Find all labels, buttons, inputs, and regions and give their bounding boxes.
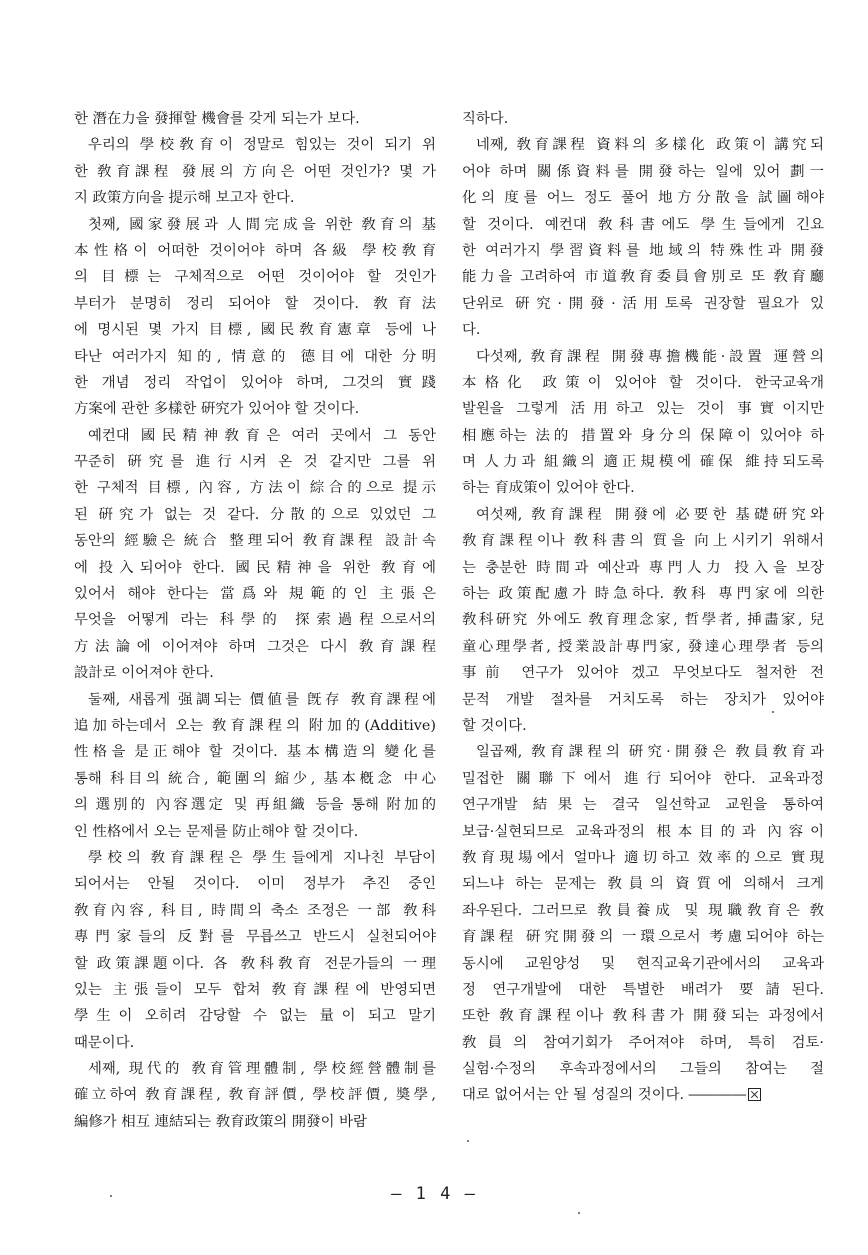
text-line-content: 통해 科目의 統合, 範圍의 縮少, 基本槪念 中心	[74, 770, 436, 787]
text-line-content: 있는 主張들이 모두 합쳐 敎育課程에 반영되면	[74, 981, 436, 998]
text-line	[74, 660, 436, 686]
text-line	[462, 845, 824, 871]
text-line	[462, 238, 824, 264]
text-line	[462, 1003, 824, 1029]
text-line-content: 있어서 해야 한다는 當爲와 規範的인 主張은	[74, 586, 436, 603]
text-line	[462, 660, 824, 686]
text-line	[462, 924, 824, 950]
text-line	[462, 1056, 824, 1082]
text-line	[74, 212, 436, 238]
text-line-content: 실험·수정의 후속과정에서의 그들의 참여는 절	[462, 1061, 824, 1078]
text-line	[74, 396, 436, 422]
text-line-content: 또한 敎育課程이나 敎科書가 開發되는 과정에서	[462, 1008, 824, 1025]
text-line-content: 本格化 政策이 있어야 할 것이다. 한국교육개	[462, 374, 824, 391]
text-line	[74, 106, 436, 132]
text-line-content: 相應하는 法的 措置와 身分의 保障이 있어야 하	[462, 427, 824, 444]
text-line	[74, 819, 436, 845]
text-line	[462, 264, 824, 290]
text-line	[462, 449, 824, 475]
text-line-content: 化의 度를 어느 정도 풀어 地方分散을 試圖해야	[462, 190, 824, 207]
text-line	[74, 977, 436, 1003]
text-line-content: 어야 하며 關係資料를 開發하는 일에 있어 劃一	[462, 163, 824, 180]
text-line	[462, 212, 824, 238]
text-line	[74, 502, 436, 528]
text-line-content: 에 投入되어야 한다. 國民精神을 위한 敎育에	[74, 559, 436, 576]
text-line	[462, 792, 824, 818]
text-line-content: 예컨대 國民精神敎育은 여러 곳에서 그 동안	[88, 427, 436, 444]
text-line	[462, 687, 824, 713]
text-line	[462, 317, 824, 343]
text-line-content: 編修가 相互 連結되는 敎育政策의 開發이 바람	[74, 1113, 367, 1130]
text-line-content: 다섯째, 敎育課程 開發專擔機能·設置 運營의	[476, 348, 824, 365]
text-line	[74, 1056, 436, 1082]
text-line-content: 育課程 硏究開發의 一環으로서 考慮되어야 하는	[462, 929, 824, 946]
text-line-content: 인 性格에서 오는 문제를 防止해야 할 것이다.	[74, 823, 359, 840]
text-line	[74, 528, 436, 554]
text-line-content: 보급·실현되므로 교육과정의 根本目的과 內容이	[462, 823, 824, 840]
text-line-content: 부터가 분명히 정리 되어야 할 것이다. 敎育法	[74, 295, 436, 312]
end-mark-icon	[748, 1088, 761, 1101]
text-line	[74, 871, 436, 897]
text-line	[74, 475, 436, 501]
text-line-content: 둘째, 새롭게 强調되는 價値를 旣存 敎育課程에	[88, 691, 436, 708]
scan-speck	[772, 711, 774, 713]
text-line	[462, 871, 824, 897]
page-number: — 1 4 —	[391, 1184, 477, 1204]
text-line	[74, 185, 436, 211]
text-line-content: 한 구체적 目標, 內容, 方法이 綜合的으로 提示	[74, 480, 436, 497]
text-line	[74, 317, 436, 343]
text-line	[74, 1030, 436, 1056]
left-column	[74, 106, 436, 1135]
text-line	[462, 291, 824, 317]
text-line	[462, 555, 824, 581]
text-line-content: 한 敎育課程 發展의 方向은 어떤 것인가? 몇 가	[74, 163, 436, 180]
text-line-content: 좌우된다. 그러므로 敎員養成 및 現職敎育은 敎	[462, 902, 824, 919]
text-line-content: 는 충분한 時間과 예산과 專門人力 投入을 보장	[462, 559, 824, 576]
text-line-content: 敎科硏究 外에도 敎育理念家, 哲學者, 挿畵家, 兒	[462, 612, 824, 629]
text-line-content: 한 여러가지 學習資料를 地域의 特殊性과 開發	[462, 242, 824, 259]
text-line	[462, 1082, 824, 1108]
text-line-content: 우리의 學校敎育이 정말로 힘있는 것이 되기 위	[88, 137, 436, 154]
text-line-content: 한 潛在力을 發揮할 機會를 갖게 되는가 보다.	[74, 111, 360, 127]
text-line	[74, 845, 436, 871]
text-line	[74, 766, 436, 792]
text-line-content: 專門家들의 反對를 무릅쓰고 반드시 실천되어야	[74, 929, 436, 946]
text-line-content: 童心理學者, 授業設計專門家, 發達心理學者 등의	[462, 638, 824, 655]
text-line-content: 여섯째, 敎育課程 開發에 必要한 基礎硏究와	[476, 506, 824, 523]
text-line-content: 能力을 고려하여 市道敎育委員會別로 또 敎育廳	[462, 269, 824, 286]
text-line-content: 性格을 是正해야 할 것이다. 基本構造의 變化를	[74, 744, 436, 761]
text-line-content: 때문이다.	[74, 1034, 135, 1051]
text-line	[462, 344, 824, 370]
text-line	[74, 1003, 436, 1029]
text-line-content: 일곱째, 敎育課程의 硏究·開發은 敎員敎育과	[476, 744, 824, 761]
text-line	[74, 291, 436, 317]
text-line	[462, 370, 824, 396]
text-line-content: 직하다.	[462, 111, 509, 127]
text-line-content: 꾸준히 硏究를 進行시켜 온 것 같지만 그를 위	[74, 454, 436, 471]
text-line-content: 할 것이다. 예컨대 敎科書에도 學生들에게 긴요	[462, 216, 824, 233]
text-line-content: 方法論에 이어져야 하며 그것은 다시 敎育課程	[74, 638, 436, 655]
text-line	[74, 687, 436, 713]
text-line	[462, 528, 824, 554]
text-line-content: 하는 育成策이 있어야 한다.	[462, 480, 635, 497]
text-line-content: 동시에 교원양성 및 현직교육기관에서의 교육과	[462, 955, 824, 972]
text-line	[74, 951, 436, 977]
text-line	[462, 1030, 824, 1056]
text-line	[462, 106, 824, 132]
text-line-content: 연구개발 結果는 결국 일선학교 교원을 통하여	[462, 797, 824, 814]
text-line	[74, 739, 436, 765]
text-line	[74, 581, 436, 607]
text-line-content: 첫째, 國家發展과 人間完成을 위한 敎育의 基	[88, 216, 436, 233]
text-line	[462, 607, 824, 633]
text-line	[74, 1109, 436, 1135]
text-line	[462, 502, 824, 528]
text-line	[462, 951, 824, 977]
text-line	[462, 396, 824, 422]
text-line-content: 設計로 이어져야 한다.	[74, 665, 214, 682]
text-line-content: 단위로 硏究·開發·活用토록 권장할 필요가 있	[462, 295, 824, 312]
text-line	[462, 739, 824, 765]
text-line-content: 되느냐 하는 문제는 敎員의 資質에 의해서 크게	[462, 876, 824, 893]
text-line	[462, 713, 824, 739]
text-line	[74, 449, 436, 475]
text-line-content: 學校의 敎育課程은 學生들에게 지나친 부담이	[88, 849, 436, 866]
text-line	[462, 977, 824, 1003]
text-line	[462, 159, 824, 185]
text-line-content: 確立하여 敎育課程, 敎育評價, 學校評價, 奬學,	[74, 1087, 436, 1104]
text-line-content: 할 政策課題이다. 各 敎科敎育 전문가들의 一理	[74, 955, 436, 972]
scan-speck	[110, 1195, 112, 1197]
text-line-content: 하는 政策配慮가 時急하다. 敎科 專門家에 의한	[462, 586, 824, 603]
text-line-content: 敎員의 참여기회가 주어져야 하며, 특히 검토·	[462, 1034, 824, 1051]
text-line	[74, 713, 436, 739]
text-line	[462, 423, 824, 449]
text-line	[462, 634, 824, 660]
text-line-content: 타난 여러가지 知的, 情意的 德目에 대한 分明	[74, 348, 436, 365]
text-line-content: 정 연구개발에 대한 특별한 배려가 要請된다.	[462, 981, 824, 998]
text-line-content: 의 目標는 구체적으로 어떤 것이어야 할 것인가	[74, 269, 436, 286]
text-line	[462, 475, 824, 501]
text-line	[462, 819, 824, 845]
text-line	[74, 792, 436, 818]
text-line	[74, 159, 436, 185]
text-line	[74, 423, 436, 449]
text-line	[462, 581, 824, 607]
text-line-content: 된 硏究가 없는 것 같다. 分散的으로 있었던 그	[74, 506, 436, 523]
text-line	[462, 766, 824, 792]
text-line	[74, 924, 436, 950]
text-line	[74, 607, 436, 633]
text-line	[74, 634, 436, 660]
text-line-content: 지 政策方向을 提示해 보고자 한다.	[74, 190, 295, 207]
text-line-content: 문적 개발 절차를 거치도록 하는 장치가 있어야	[462, 691, 824, 708]
right-column	[462, 106, 824, 1109]
scan-speck	[467, 1140, 469, 1142]
text-line-content: 方案에 관한 多樣한 硏究가 있어야 할 것이다.	[74, 401, 360, 418]
text-line-content: 네째, 敎育課程 資料의 多樣化 政策이 講究되	[476, 137, 824, 154]
text-line	[462, 185, 824, 211]
text-line-content: 되어서는 안될 것이다. 이미 정부가 추진 중인	[74, 876, 436, 893]
text-line-content: 동안의 經驗은 統合 整理되어 敎育課程 設計속	[74, 533, 436, 550]
text-line-content: 발원을 그렇게 活用하고 있는 것이 事實이지만	[462, 401, 824, 418]
text-line-content: 한 개념 정리 작업이 있어야 하며, 그것의 實踐	[74, 374, 436, 391]
text-line	[462, 132, 824, 158]
text-line	[462, 898, 824, 924]
text-line-content: 學生이 오히려 감당할 수 없는 量이 되고 말기	[74, 1008, 436, 1025]
text-line-content: 할 것이다.	[462, 717, 527, 734]
text-line-content: 敎育內容, 科目, 時間의 축소 조정은 一部 敎科	[74, 902, 436, 919]
text-line-content: 本性格이 어떠한 것이어야 하며 各級 學校敎育	[74, 242, 436, 259]
text-line-content: 의 選別的 內容選定 및 再組織 등을 통해 附加的	[74, 797, 436, 814]
text-line	[74, 264, 436, 290]
text-line-content: 敎育課程이나 敎科書의 質을 向上시키기 위해서	[462, 533, 824, 550]
text-line	[74, 132, 436, 158]
text-line-content: 追加하는데서 오는 敎育課程의 附加的(Additive)	[74, 717, 436, 734]
text-line	[74, 370, 436, 396]
text-line	[74, 555, 436, 581]
text-line-content: 다.	[462, 322, 481, 339]
text-line	[74, 238, 436, 264]
text-line-content: 敎育現場에서 얼마나 適切하고 效率的으로 實現	[462, 849, 824, 866]
text-line-content: 대로 없어서는 안 될 성질의 것이다. ――――	[462, 1087, 747, 1104]
text-line	[74, 1082, 436, 1108]
text-line-content: 며 人力과 組織의 適正規模에 確保 維持되도록	[462, 454, 824, 471]
text-line-content: 무엇을 어떻게 라는 科學的 探索過程으로서의	[74, 612, 436, 629]
text-line-content: 事前 연구가 있어야 겠고 무엇보다도 철저한 전	[462, 665, 824, 682]
scan-speck	[578, 1212, 580, 1214]
text-line	[74, 344, 436, 370]
text-line-content: 밀접한 關聯下에서 進行되어야 한다. 교육과정	[462, 770, 824, 787]
text-line-content: 에 명시된 몇 가지 目標, 國民敎育憲章 등에 나	[74, 322, 436, 339]
text-line	[74, 898, 436, 924]
text-line-content: 세째, 現代的 敎育管理體制, 學校經營體制를	[88, 1061, 436, 1078]
